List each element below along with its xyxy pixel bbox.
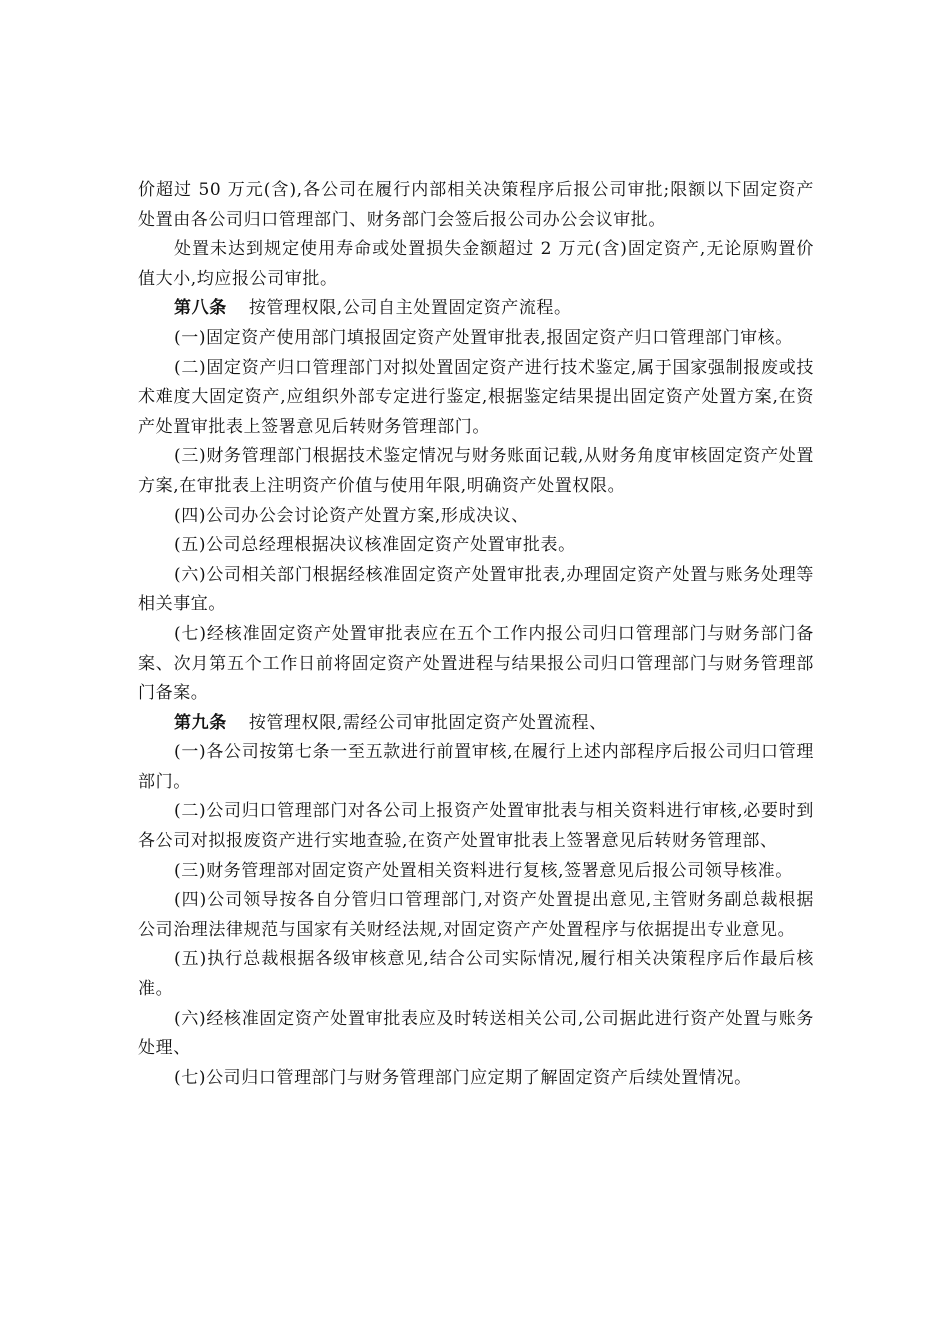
- article-8-item-2: (二)固定资产归口管理部门对拟处置固定资产进行技术鉴定,属于国家强制报废或技术难度大固定资产,应组织外部专定进行鉴定,根据鉴定结果提出固定资产处置方案,在资产处置审批表上签署意见后转财务管理部门。: [138, 357, 814, 437]
- article-8-item-1: (一)固定资产使用部门填报固定资产处置审批表,报固定资产归口管理部门审核。: [174, 327, 793, 348]
- article-8-item-5: (五)公司总经理根据决议核准固定资产处置审批表。: [174, 535, 576, 556]
- article-9-item-7: (七)公司归口管理部门与财务管理部门应定期了解固定资产后续处置情况。: [174, 1067, 752, 1088]
- article-9-text: 按管理权限,需经公司审批固定资产处置流程、: [248, 712, 607, 733]
- article-8-label: 第八条: [174, 298, 227, 319]
- article-8-heading: [138, 294, 814, 324]
- article-9-label: 第九条: [174, 712, 227, 733]
- article-9-item-6: (六)经核准固定资产处置审批表应及时转送相关公司,公司据此进行资产处置与账务处理、: [138, 1008, 814, 1059]
- article-8-item-4: (四)公司办公会讨论资产处置方案,形成决议、: [174, 505, 529, 526]
- article-8-item-7: (七)经核准固定资产处置审批表应在五个工作内报公司归口管理部门与财务部门备案、次月第五个工作日前将固定资产处置进程与结果报公司归口管理部门与财务管理部门备案。: [138, 623, 814, 704]
- article-9-item-1: (一)各公司按第七条一至五款进行前置审核,在履行上述内部程序后报公司归口管理部门。: [138, 742, 814, 792]
- paragraph-2: 处置未达到规定使用寿命或处置损失金额超过 2 万元(含)固定资产,无论原购置价值大小,均应报公司审批。: [138, 239, 814, 289]
- article-8-item-6: (六)公司相关部门根据经核准固定资产处置审批表,办理固定资产处置与账务处理等相关事宜。: [138, 564, 814, 615]
- document-body: [138, 176, 814, 1093]
- article-9-heading: [138, 709, 814, 739]
- article-8-item-3: (三)财务管理部门根据技术鉴定情况与财务账面记载,从财务角度审核固定资产处置方案,在审批表上注明资产价值与使用年限,明确资产处置权限。: [138, 446, 814, 496]
- article-9-item-5: (五)执行总裁根据各级审核意见,结合公司实际情况,履行相关决策程序后作最后核准。: [138, 949, 814, 1000]
- article-9-item-3: (三)财务管理部对固定资产处置相关资料进行复核,签署意见后报公司领导核准。: [174, 860, 793, 881]
- article-9-item-4: (四)公司领导按各自分管归口管理部门,对资产处置提出意见,主管财务副总裁根据公司治理法律规范与国家有关财经法规,对固定资产产处置程序与依据提出专业意见。: [138, 890, 814, 940]
- paragraph-1: 价超过 50 万元(含),各公司在履行内部相关决策程序后报公司审批;限额以下固定资产处置由各公司归口管理部门、财务部门会签后报公司办公会议审批。: [138, 180, 814, 230]
- article-9-item-2: (二)公司归口管理部门对各公司上报资产处置审批表与相关资料进行审核,必要时到各公司对拟报废资产进行实地查验,在资产处置审批表上签署意见后转财务管理部、: [138, 801, 814, 852]
- article-8-text: 按管理权限,公司自主处置固定资产流程。: [248, 298, 572, 319]
